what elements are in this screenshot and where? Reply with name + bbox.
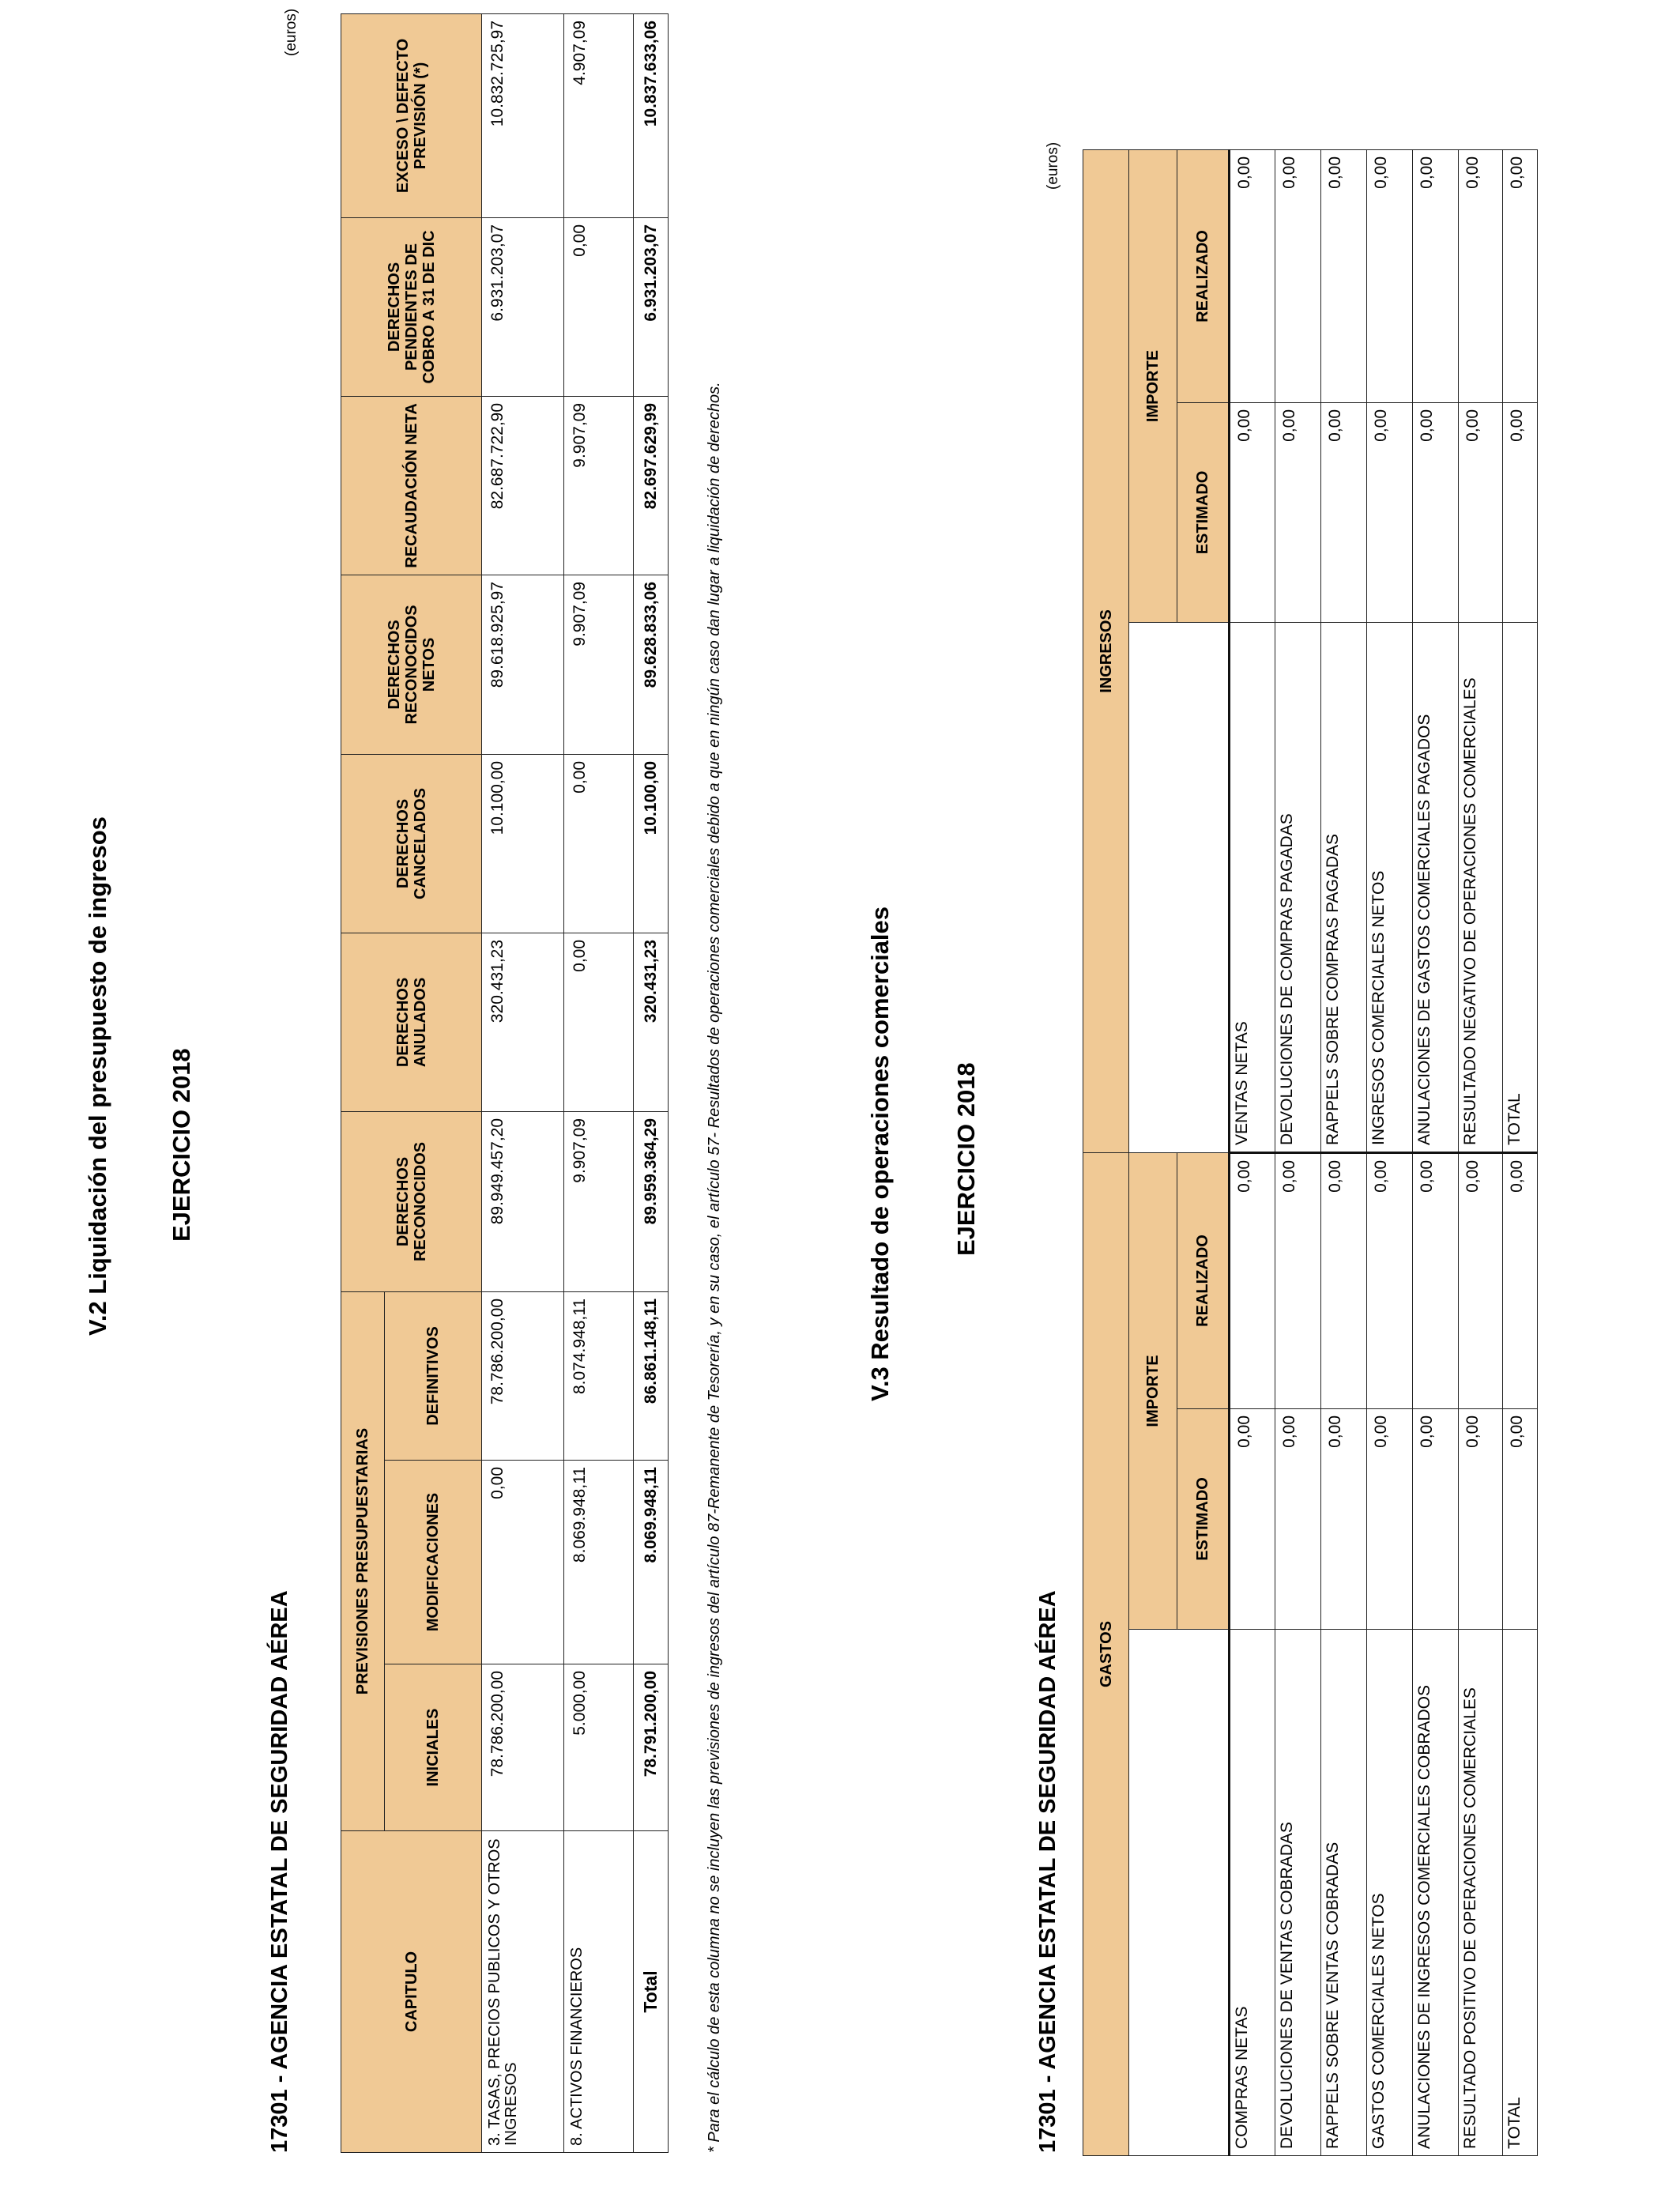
gasto-realizado: 0,00 (1321, 1153, 1367, 1409)
gasto-estimado: 0,00 (1367, 1409, 1413, 1630)
cell-modificaciones: 0,00 (482, 1461, 564, 1664)
row-capitulo: 3. TASAS, PRECIOS PUBLICOS Y OTROS INGRESOS (482, 1831, 564, 2153)
ingreso-total-realizado: 0,00 (1503, 149, 1538, 402)
header-estimado-ingresos: ESTIMADO (1177, 403, 1230, 623)
cell-modificaciones: 8.069.948,11 (564, 1461, 634, 1664)
total-pendientes: 6.931.203,07 (634, 217, 669, 396)
header-cancelados: DERECHOS CANCELADOS (341, 754, 482, 933)
cell-recaudacion: 82.687.722,90 (482, 396, 564, 575)
ejercicio-label-1: EJERCICIO 2018 (168, 1048, 195, 1242)
ingresos-blank-header (1129, 623, 1230, 1153)
cell-pendientes: 6.931.203,07 (482, 217, 564, 396)
header-realizado-ingresos: REALIZADO (1177, 149, 1230, 402)
header-ingresos: INGRESOS (1083, 149, 1129, 1152)
total-anulados: 320.431,23 (634, 933, 669, 1111)
table-row (1413, 149, 1459, 2155)
gasto-label: GASTOS COMERCIALES NETOS (1367, 1630, 1413, 2156)
ejercicio-label-2: EJERCICIO 2018 (952, 1062, 980, 1256)
footnote: * Para el cálculo de esta columna no se incluyen las previsiones de ingresos del artículo 87-Remanente de Tesorería, y en su caso, el artículo 57- Resultados de operaciones comerciales debido a que en ningún caso dan lugar a liquidación de derechos. (706, 382, 723, 2153)
units-label-1: (euros) (283, 8, 299, 56)
cell-cancelados: 0,00 (564, 754, 634, 933)
header-gastos: GASTOS (1083, 1153, 1129, 2156)
total-row (1503, 149, 1538, 2155)
header-realizado-gastos: REALIZADO (1177, 1153, 1230, 1409)
table-row (482, 13, 564, 2152)
gasto-estimado: 0,00 (1459, 1409, 1503, 1630)
ingreso-label: ANULACIONES DE GASTOS COMERCIALES PAGADOS (1413, 623, 1459, 1153)
gasto-label: RESULTADO POSITIVO DE OPERACIONES COMERCIALES (1459, 1630, 1503, 2156)
total-recaudacion: 82.697.629,99 (634, 396, 669, 575)
ingreso-total-label: TOTAL (1503, 623, 1538, 1153)
ingreso-label: VENTAS NETAS (1230, 623, 1275, 1153)
gastos-blank-header (1129, 1630, 1230, 2156)
ingreso-estimado: 0,00 (1275, 403, 1321, 623)
gasto-realizado: 0,00 (1459, 1153, 1503, 1409)
header-netos: DERECHOS RECONOCIDOS NETOS (341, 575, 482, 754)
cell-cancelados: 10.100,00 (482, 754, 564, 933)
table-row (1275, 149, 1321, 2155)
gasto-total-realizado: 0,00 (1503, 1153, 1538, 1409)
liquidacion-table (341, 13, 669, 2153)
ingreso-realizado: 0,00 (1230, 149, 1275, 402)
cell-netos: 9.907,09 (564, 575, 634, 754)
agency-name-1: 17301 - AGENCIA ESTATAL DE SEGURIDAD AÉREA (267, 1590, 292, 2153)
header-modificaciones: MODIFICACIONES (385, 1461, 482, 1664)
ingreso-realizado: 0,00 (1459, 149, 1503, 402)
header-anulados: DERECHOS ANULADOS (341, 933, 482, 1111)
header-exceso: EXCESO \ DEFECTO PREVISIÓN (*) (341, 13, 482, 217)
ingreso-estimado: 0,00 (1459, 403, 1503, 623)
header-estimado-gastos: ESTIMADO (1177, 1409, 1230, 1630)
ingreso-realizado: 0,00 (1275, 149, 1321, 402)
total-row (634, 13, 669, 2152)
header-pendientes: DERECHOS PENDIENTES DE COBRO A 31 DE DIC (341, 217, 482, 396)
gasto-realizado: 0,00 (1275, 1153, 1321, 1409)
cell-iniciales: 78.786.200,00 (482, 1664, 564, 1831)
header-previsiones: PREVISIONES PRESUPUESTARIAS (341, 1291, 385, 1830)
total-modificaciones: 8.069.948,11 (634, 1461, 669, 1664)
total-definitivos: 86.861.148,11 (634, 1291, 669, 1460)
operaciones-table (1083, 149, 1538, 2156)
gasto-label: COMPRAS NETAS (1230, 1630, 1275, 2156)
cell-definitivos: 8.074.948,11 (564, 1291, 634, 1460)
gasto-total-estimado: 0,00 (1503, 1409, 1538, 1630)
cell-anulados: 320.431,23 (482, 933, 564, 1111)
cell-reconocidos: 89.949.457,20 (482, 1111, 564, 1291)
header-importe-ingresos: IMPORTE (1129, 149, 1177, 622)
cell-pendientes: 0,00 (564, 217, 634, 396)
ingreso-realizado: 0,00 (1413, 149, 1459, 402)
total-cancelados: 10.100,00 (634, 754, 669, 933)
gasto-label: RAPPELS SOBRE VENTAS COBRADAS (1321, 1630, 1367, 2156)
ingreso-label: DEVOLUCIONES DE COMPRAS PAGADAS (1275, 623, 1321, 1153)
table-row (1230, 149, 1275, 2155)
ingreso-realizado: 0,00 (1367, 149, 1413, 402)
cell-iniciales: 5.000,00 (564, 1664, 634, 1831)
gasto-realizado: 0,00 (1367, 1153, 1413, 1409)
agency-name-2: 17301 - AGENCIA ESTATAL DE SEGURIDAD AÉREA (1035, 1590, 1060, 2153)
gasto-estimado: 0,00 (1413, 1409, 1459, 1630)
gasto-estimado: 0,00 (1230, 1409, 1275, 1630)
cell-exceso: 4.907,09 (564, 13, 634, 217)
header-importe-gastos: IMPORTE (1129, 1153, 1177, 1630)
total-exceso: 10.837.633,06 (634, 13, 669, 217)
table-row (1367, 149, 1413, 2155)
table-row (1321, 149, 1367, 2155)
cell-recaudacion: 9.907,09 (564, 396, 634, 575)
units-label-2: (euros) (1045, 141, 1061, 190)
total-iniciales: 78.791.200,00 (634, 1664, 669, 1831)
header-capitulo: CAPITULO (341, 1831, 482, 2153)
ingreso-label: RESULTADO NEGATIVO DE OPERACIONES COMERCIALES (1459, 623, 1503, 1153)
total-reconocidos: 89.959.364,29 (634, 1111, 669, 1291)
gasto-label: DEVOLUCIONES DE VENTAS COBRADAS (1275, 1630, 1321, 2156)
ingreso-estimado: 0,00 (1413, 403, 1459, 623)
section-title-operaciones: V.3 Resultado de operaciones comerciales (866, 906, 894, 1401)
ingreso-total-estimado: 0,00 (1503, 403, 1538, 623)
gasto-realizado: 0,00 (1230, 1153, 1275, 1409)
gasto-realizado: 0,00 (1413, 1153, 1459, 1409)
ingreso-label: INGRESOS COMERCIALES NETOS (1367, 623, 1413, 1153)
section-title-liquidacion: V.2 Liquidación del presupuesto de ingresos (84, 816, 111, 1336)
header-reconocidos: DERECHOS RECONOCIDOS (341, 1111, 482, 1291)
total-netos: 89.628.833,06 (634, 575, 669, 754)
ingreso-label: RAPPELS SOBRE COMPRAS PAGADAS (1321, 623, 1367, 1153)
gasto-label: ANULACIONES DE INGRESOS COMERCIALES COBRADOS (1413, 1630, 1459, 2156)
cell-netos: 89.618.925,97 (482, 575, 564, 754)
header-definitivos: DEFINITIVOS (385, 1291, 482, 1460)
ingreso-estimado: 0,00 (1321, 403, 1367, 623)
header-recaudacion: RECAUDACIÓN NETA (341, 396, 482, 575)
total-label: Total (634, 1831, 669, 2153)
gasto-total-label: TOTAL (1503, 1630, 1538, 2156)
ingreso-estimado: 0,00 (1230, 403, 1275, 623)
ingreso-realizado: 0,00 (1321, 149, 1367, 402)
cell-anulados: 0,00 (564, 933, 634, 1111)
table-row (564, 13, 634, 2152)
row-capitulo: 8. ACTIVOS FINANCIEROS (564, 1831, 634, 2153)
gasto-estimado: 0,00 (1321, 1409, 1367, 1630)
cell-reconocidos: 9.907,09 (564, 1111, 634, 1291)
ingreso-estimado: 0,00 (1367, 403, 1413, 623)
gasto-estimado: 0,00 (1275, 1409, 1321, 1630)
cell-exceso: 10.832.725,97 (482, 13, 564, 217)
cell-definitivos: 78.786.200,00 (482, 1291, 564, 1460)
table-row (1459, 149, 1503, 2155)
header-iniciales: INICIALES (385, 1664, 482, 1831)
